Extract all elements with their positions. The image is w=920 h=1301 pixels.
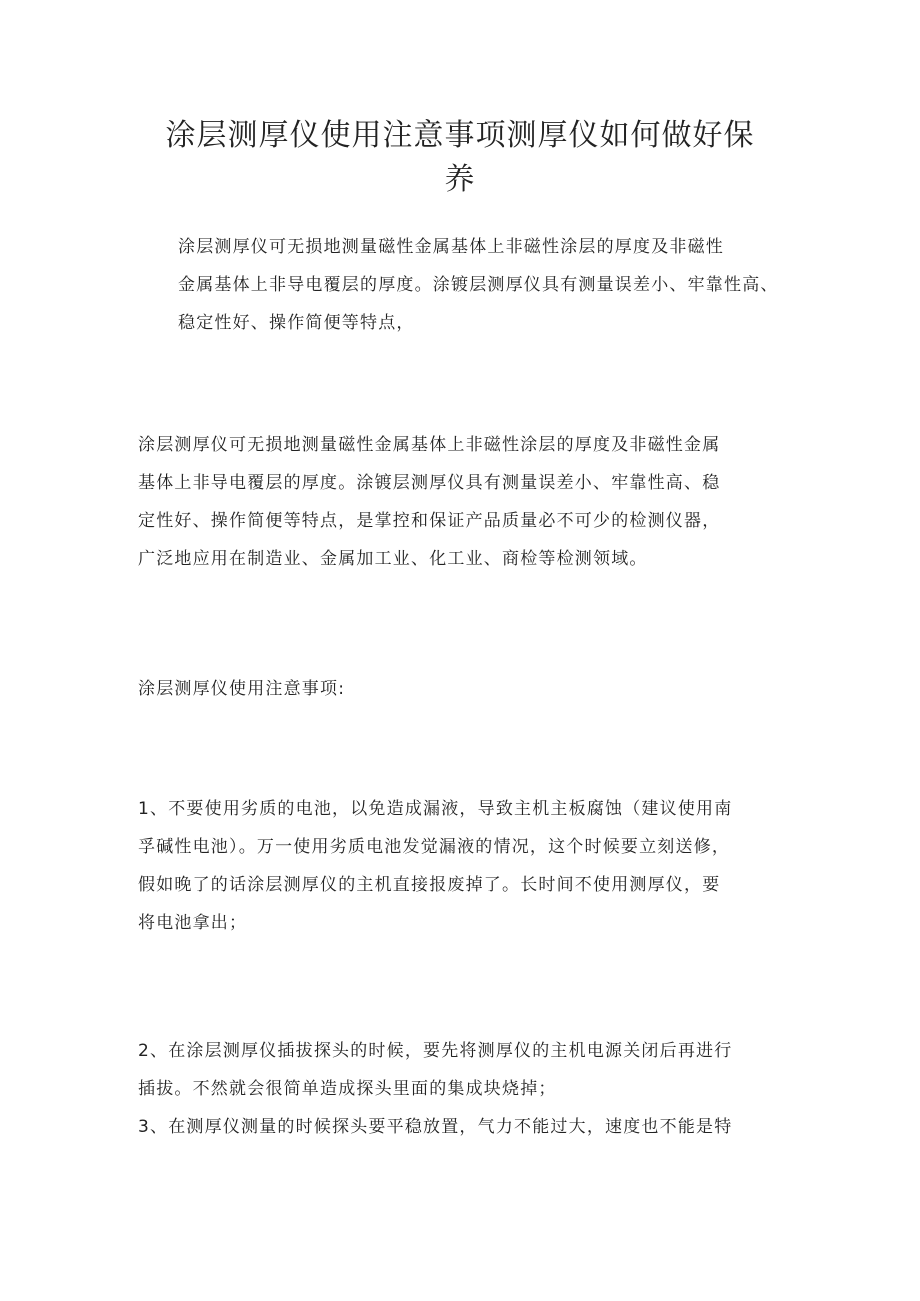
paragraph-line: 1、不要使用劣质的电池，以免造成漏液，导致主机主板腐蚀（建议使用南 xyxy=(138,799,733,819)
paragraph-line: 涂层测厚仪可无损地测量磁性金属基体上非磁性涂层的厚度及非磁性金属 xyxy=(138,435,721,455)
paragraph-line: 涂层测厚仪可无损地测量磁性金属基体上非磁性涂层的厚度及非磁性 xyxy=(178,237,724,257)
paragraph-line: 涂层测厚仪使用注意事项: xyxy=(138,679,346,699)
paragraph-line: 定性好、操作简便等特点，是掌控和保证产品质量必不可少的检测仪器， xyxy=(138,511,721,531)
title-line-2: 养 xyxy=(444,162,476,197)
paragraph-line: 假如晚了的话涂层测厚仪的主机直接报废掉了。长时间不使用测厚仪，要 xyxy=(138,875,721,895)
paragraph-line: 孚碱性电池）。万一使用劣质电池发觉漏液的情况，这个时候要立刻送修， xyxy=(138,837,731,857)
paragraph-line: 稳定性好、操作简便等特点， xyxy=(178,313,415,333)
item-2-3-paragraph xyxy=(138,1032,798,1146)
description-paragraph xyxy=(138,426,798,578)
item-1-paragraph xyxy=(138,790,798,942)
intro-paragraph xyxy=(138,228,798,342)
title-line-1: 涂层测厚仪使用注意事项测厚仪如何做好保 xyxy=(165,118,755,153)
paragraph-line: 插拔。不然就会很简单造成探头里面的集成块烧掉； xyxy=(138,1079,557,1099)
paragraph-line: 基体上非导电覆层的厚度。涂镀层测厚仪具有测量误差小、牢靠性高、稳 xyxy=(138,473,721,493)
paragraph-line: 广泛地应用在制造业、金属加工业、化工业、商检等检测领域。 xyxy=(138,549,648,569)
paragraph-line: 2、在涂层测厚仪插拔探头的时候，要先将测厚仪的主机电源关闭后再进行 xyxy=(138,1041,733,1061)
paragraph-line: 3、在测厚仪测量的时候探头要平稳放置，气力不能过大，速度也不能是特 xyxy=(138,1117,733,1137)
section-heading xyxy=(138,670,798,708)
document-title xyxy=(130,114,790,202)
paragraph-line: 金属基体上非导电覆层的厚度。涂镀层测厚仪具有测量误差小、牢靠性高、 xyxy=(178,275,779,295)
paragraph-line: 将电池拿出； xyxy=(138,913,248,933)
